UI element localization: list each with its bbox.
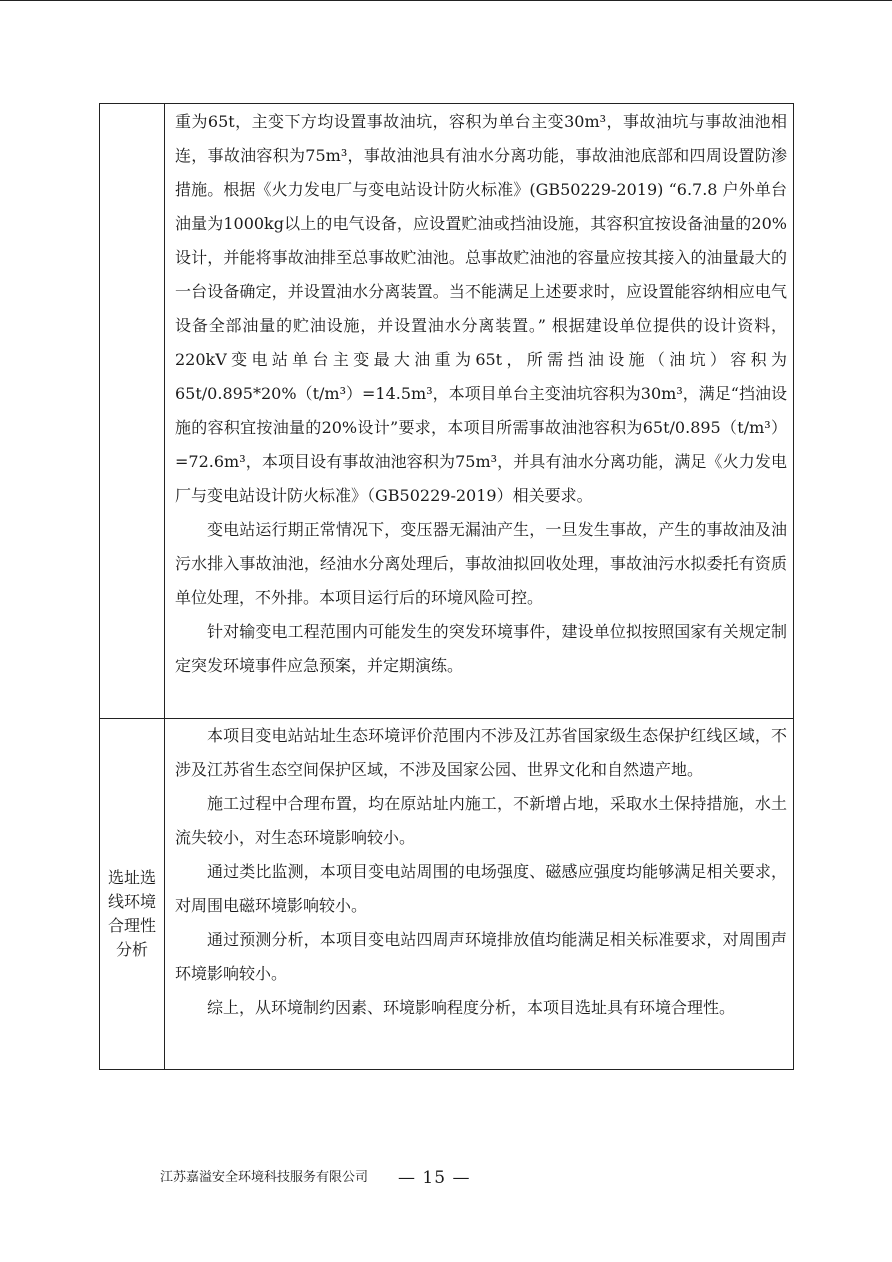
row-label-cell bbox=[100, 719, 165, 1069]
paragraph: 重为65t，主变下方均设置事故油坑，容积为单台主变30m³，事故油坑与事故油池相连，事故油容积为75m³，事故油池具有油水分离功能，事故油池底部和四周设置防渗措施。根据《火力发电厂与变电站设计防火标准》(GB50229-2019) “6.7.8 户外单台油量为1000kg以上的电气设备，应设置贮油或挡油设施，其容积宜按设备油量的20%设计，并能将事故油排至总事故贮油池。总事故贮油池的容量应按其接入的油量最大的一台设备确定，并设置油水分离装置。当不能满足上述要求时，应设置能容纳相应电气设备全部油量的贮油设施，并设置油水分离装置。” 根据建设单位提供的设计资料，220kV变电站单台主变最大油重为65t，所需挡油设施（油坑）容积为65t/0.895*20%（t/m³）=14.5m³，本项目单台主变油坑容积为30m³，满足“挡油设施的容积宜按油量的20%设计”要求，本项目所需事故油池容积为65t/0.895（t/m³）=72.6m³，本项目设有事故油池容积为75m³，并具有油水分离功能，满足《火力发电厂与变电站设计防火标准》（GB50229-2019）相关要求。 bbox=[175, 112, 787, 505]
paragraph: 本项目变电站站址生态环境评价范围内不涉及江苏省国家级生态保护红线区域，不涉及江苏省生态空间保护区域，不涉及国家公园、世界文化和自然遗产地。 bbox=[175, 726, 787, 779]
paragraph: 针对输变电工程范围内可能发生的突发环境事件，建设单位拟按照国家有关规定制定突发环境事件应急预案，并定期演练。 bbox=[175, 622, 787, 675]
row-content-cell bbox=[165, 719, 793, 1069]
row-label-cell bbox=[100, 104, 165, 718]
row-label: 选址选线环境合理性分析 bbox=[107, 868, 156, 959]
top-border-line bbox=[0, 0, 892, 1]
paragraph: 综上，从环境制约因素、环境影响程度分析，本项目选址具有环境合理性。 bbox=[207, 998, 736, 1017]
content-table bbox=[99, 103, 794, 1070]
paragraph: 变电站运行期正常情况下，变压器无漏油产生，一旦发生事故，产生的事故油及油污水排入事故油池，经油水分离处理后，事故油拟回收处理，事故油污水拟委托有资质单位处理，不外排。本项目运行后的环境风险可控。 bbox=[175, 520, 787, 607]
table-row-site-selection bbox=[100, 718, 793, 1069]
paragraph: 通过类比监测，本项目变电站周围的电场强度、磁感应强度均能够满足相关要求，对周围电磁环境影响较小。 bbox=[175, 862, 787, 915]
footer-company-name: 江苏嘉溢安全环境科技服务有限公司 bbox=[160, 1170, 369, 1185]
page-number: — 15 — bbox=[398, 1168, 471, 1188]
paragraph: 施工过程中合理布置，均在原站址内施工，不新增占地，采取水土保持措施，水土流失较小，对生态环境影响较小。 bbox=[175, 794, 787, 847]
paragraph: 通过预测分析，本项目变电站四周声环境排放值均能满足相关标准要求，对周围声环境影响较小。 bbox=[175, 930, 787, 983]
row-content-cell bbox=[165, 104, 793, 718]
table-row-environmental-risk bbox=[100, 104, 793, 718]
